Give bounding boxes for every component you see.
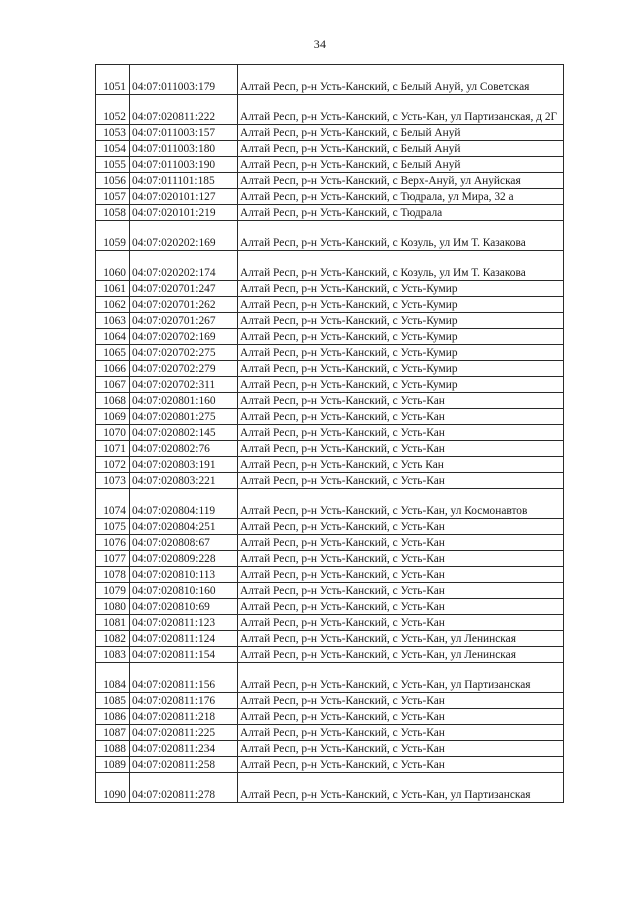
cadastral-number: 04:07:020811:258 xyxy=(130,757,238,773)
address: Алтай Респ, р-н Усть-Канский, с Усть-Кумир xyxy=(238,297,564,313)
row-number: 1079 xyxy=(96,583,130,599)
row-number: 1074 xyxy=(96,489,130,519)
row-number: 1081 xyxy=(96,615,130,631)
cadastral-number: 04:07:020801:275 xyxy=(130,409,238,425)
registry-body xyxy=(96,65,564,803)
cadastral-number: 04:07:020702:275 xyxy=(130,345,238,361)
cadastral-number: 04:07:020810:113 xyxy=(130,567,238,583)
row-number: 1084 xyxy=(96,663,130,693)
row-number: 1075 xyxy=(96,519,130,535)
address: Алтай Респ, р-н Усть-Канский, с Усть-Кумир xyxy=(238,361,564,377)
table-row xyxy=(96,551,564,567)
row-number: 1069 xyxy=(96,409,130,425)
table-row xyxy=(96,251,564,281)
address: Алтай Респ, р-н Усть-Канский, с Белый Ануй xyxy=(238,141,564,157)
address: Алтай Респ, р-н Усть-Канский, с Усть-Кан xyxy=(238,441,564,457)
cadastral-number: 04:07:020801:160 xyxy=(130,393,238,409)
cadastral-number: 04:07:020811:278 xyxy=(130,773,238,803)
address: Алтай Респ, р-н Усть-Канский, с Усть-Кан xyxy=(238,473,564,489)
cadastral-number: 04:07:020101:219 xyxy=(130,205,238,221)
cadastral-number: 04:07:011003:190 xyxy=(130,157,238,173)
row-number: 1052 xyxy=(96,95,130,125)
property-registry-table xyxy=(95,64,564,803)
table-row xyxy=(96,773,564,803)
table-row xyxy=(96,583,564,599)
row-number: 1053 xyxy=(96,125,130,141)
row-number: 1083 xyxy=(96,647,130,663)
address: Алтай Респ, р-н Усть-Канский, с Белый Ануй, ул Советская xyxy=(238,65,564,95)
table-row xyxy=(96,221,564,251)
row-number: 1056 xyxy=(96,173,130,189)
cadastral-number: 04:07:020202:174 xyxy=(130,251,238,281)
address: Алтай Респ, р-н Усть-Канский, с Усть-Кан xyxy=(238,551,564,567)
table-row xyxy=(96,141,564,157)
row-number: 1077 xyxy=(96,551,130,567)
address: Алтай Респ, р-н Усть-Канский, с Белый Ануй xyxy=(238,125,564,141)
address: Алтай Респ, р-н Усть-Канский, с Усть-Кан xyxy=(238,519,564,535)
address: Алтай Респ, р-н Усть-Канский, с Усть-Кан, ул Космонавтов xyxy=(238,489,564,519)
address: Алтай Респ, р-н Усть-Канский, с Усть-Кан xyxy=(238,757,564,773)
address: Алтай Респ, р-н Усть-Канский, с Усть-Кан xyxy=(238,741,564,757)
table-row xyxy=(96,489,564,519)
address: Алтай Респ, р-н Усть-Канский, с Усть-Кан, ул Ленинская xyxy=(238,631,564,647)
row-number: 1090 xyxy=(96,773,130,803)
cadastral-number: 04:07:020811:123 xyxy=(130,615,238,631)
table-row xyxy=(96,95,564,125)
table-row xyxy=(96,741,564,757)
table-row xyxy=(96,393,564,409)
cadastral-number: 04:07:020701:262 xyxy=(130,297,238,313)
cadastral-number: 04:07:020808:67 xyxy=(130,535,238,551)
row-number: 1057 xyxy=(96,189,130,205)
table-row xyxy=(96,377,564,393)
table-row xyxy=(96,409,564,425)
cadastral-number: 04:07:020701:247 xyxy=(130,281,238,297)
table-row xyxy=(96,615,564,631)
cadastral-number: 04:07:020803:191 xyxy=(130,457,238,473)
row-number: 1066 xyxy=(96,361,130,377)
table-row xyxy=(96,345,564,361)
table-row xyxy=(96,647,564,663)
cadastral-number: 04:07:020811:124 xyxy=(130,631,238,647)
cadastral-number: 04:07:020809:228 xyxy=(130,551,238,567)
row-number: 1051 xyxy=(96,65,130,95)
address: Алтай Респ, р-н Усть-Канский, с Усть-Кан, ул Партизанская, д 2Г xyxy=(238,95,564,125)
cadastral-number: 04:07:011003:157 xyxy=(130,125,238,141)
address: Алтай Респ, р-н Усть-Канский, с Усть-Кумир xyxy=(238,281,564,297)
page-number: 34 xyxy=(313,37,327,51)
table-row xyxy=(96,125,564,141)
row-number: 1063 xyxy=(96,313,130,329)
table-row xyxy=(96,663,564,693)
address: Алтай Респ, р-н Усть-Канский, с Усть-Кумир xyxy=(238,313,564,329)
table-row xyxy=(96,457,564,473)
table-row xyxy=(96,599,564,615)
address: Алтай Респ, р-н Усть-Канский, с Усть-Кан xyxy=(238,583,564,599)
row-number: 1061 xyxy=(96,281,130,297)
row-number: 1068 xyxy=(96,393,130,409)
cadastral-number: 04:07:020811:218 xyxy=(130,709,238,725)
address: Алтай Респ, р-н Усть-Канский, с Усть-Кумир xyxy=(238,377,564,393)
cadastral-number: 04:07:020804:119 xyxy=(130,489,238,519)
table-row xyxy=(96,441,564,457)
address: Алтай Респ, р-н Усть-Канский, с Усть-Кан xyxy=(238,725,564,741)
address: Алтай Респ, р-н Усть-Канский, с Тюдрала xyxy=(238,205,564,221)
row-number: 1073 xyxy=(96,473,130,489)
row-number: 1078 xyxy=(96,567,130,583)
cadastral-number: 04:07:020804:251 xyxy=(130,519,238,535)
table-row xyxy=(96,173,564,189)
table-row xyxy=(96,189,564,205)
cadastral-number: 04:07:020202:169 xyxy=(130,221,238,251)
table-row xyxy=(96,567,564,583)
row-number: 1062 xyxy=(96,297,130,313)
cadastral-number: 04:07:011003:179 xyxy=(130,65,238,95)
cadastral-number: 04:07:020702:279 xyxy=(130,361,238,377)
table-row xyxy=(96,313,564,329)
row-number: 1065 xyxy=(96,345,130,361)
table-row xyxy=(96,631,564,647)
row-number: 1087 xyxy=(96,725,130,741)
cadastral-number: 04:07:020811:234 xyxy=(130,741,238,757)
row-number: 1054 xyxy=(96,141,130,157)
address: Алтай Респ, р-н Усть-Канский, с Верх-Ануй, ул Ануйская xyxy=(238,173,564,189)
address: Алтай Респ, р-н Усть-Канский, с Усть-Кан xyxy=(238,615,564,631)
cadastral-number: 04:07:020101:127 xyxy=(130,189,238,205)
row-number: 1076 xyxy=(96,535,130,551)
address: Алтай Респ, р-н Усть-Канский, с Усть-Кан xyxy=(238,693,564,709)
address: Алтай Респ, р-н Усть-Канский, с Козуль, ул Им Т. Казакова xyxy=(238,251,564,281)
cadastral-number: 04:07:020702:311 xyxy=(130,377,238,393)
row-number: 1058 xyxy=(96,205,130,221)
address: Алтай Респ, р-н Усть-Канский, с Тюдрала, ул Мира, 32 а xyxy=(238,189,564,205)
table-row xyxy=(96,329,564,345)
cadastral-number: 04:07:020811:222 xyxy=(130,95,238,125)
table-row xyxy=(96,693,564,709)
cadastral-number: 04:07:011003:180 xyxy=(130,141,238,157)
cadastral-number: 04:07:020802:76 xyxy=(130,441,238,457)
address: Алтай Респ, р-н Усть-Канский, с Усть-Кан xyxy=(238,425,564,441)
table-row xyxy=(96,65,564,95)
cadastral-number: 04:07:020811:156 xyxy=(130,663,238,693)
row-number: 1086 xyxy=(96,709,130,725)
cadastral-number: 04:07:020803:221 xyxy=(130,473,238,489)
address: Алтай Респ, р-н Усть-Канский, с Усть-Кан xyxy=(238,409,564,425)
address: Алтай Респ, р-н Усть-Канский, с Усть Кан xyxy=(238,457,564,473)
row-number: 1070 xyxy=(96,425,130,441)
row-number: 1088 xyxy=(96,741,130,757)
row-number: 1060 xyxy=(96,251,130,281)
table-row xyxy=(96,725,564,741)
table-row xyxy=(96,473,564,489)
address: Алтай Респ, р-н Усть-Канский, с Белый Ануй xyxy=(238,157,564,173)
row-number: 1064 xyxy=(96,329,130,345)
address: Алтай Респ, р-н Усть-Канский, с Усть-Кумир xyxy=(238,329,564,345)
row-number: 1059 xyxy=(96,221,130,251)
row-number: 1082 xyxy=(96,631,130,647)
row-number: 1085 xyxy=(96,693,130,709)
cadastral-number: 04:07:020811:154 xyxy=(130,647,238,663)
address: Алтай Респ, р-н Усть-Канский, с Козуль, ул Им Т. Казакова xyxy=(238,221,564,251)
table-row xyxy=(96,205,564,221)
address: Алтай Респ, р-н Усть-Канский, с Усть-Кан xyxy=(238,599,564,615)
table-row xyxy=(96,425,564,441)
address: Алтай Респ, р-н Усть-Канский, с Усть-Кан, ул Партизанская xyxy=(238,663,564,693)
cadastral-number: 04:07:020810:160 xyxy=(130,583,238,599)
row-number: 1055 xyxy=(96,157,130,173)
cadastral-number: 04:07:020811:176 xyxy=(130,693,238,709)
address: Алтай Респ, р-н Усть-Канский, с Усть-Кумир xyxy=(238,345,564,361)
cadastral-number: 04:07:020701:267 xyxy=(130,313,238,329)
row-number: 1071 xyxy=(96,441,130,457)
table-row xyxy=(96,157,564,173)
table-row xyxy=(96,361,564,377)
cadastral-number: 04:07:020702:169 xyxy=(130,329,238,345)
address: Алтай Респ, р-н Усть-Канский, с Усть-Кан xyxy=(238,393,564,409)
row-number: 1072 xyxy=(96,457,130,473)
address: Алтай Респ, р-н Усть-Канский, с Усть-Кан, ул Партизанская xyxy=(238,773,564,803)
cadastral-number: 04:07:011101:185 xyxy=(130,173,238,189)
table-row xyxy=(96,297,564,313)
table-row xyxy=(96,519,564,535)
cadastral-number: 04:07:020811:225 xyxy=(130,725,238,741)
address: Алтай Респ, р-н Усть-Канский, с Усть-Кан xyxy=(238,709,564,725)
cadastral-number: 04:07:020810:69 xyxy=(130,599,238,615)
table-row xyxy=(96,281,564,297)
row-number: 1089 xyxy=(96,757,130,773)
table-row xyxy=(96,757,564,773)
table-row xyxy=(96,535,564,551)
address: Алтай Респ, р-н Усть-Канский, с Усть-Кан, ул Ленинская xyxy=(238,647,564,663)
table-row xyxy=(96,709,564,725)
row-number: 1080 xyxy=(96,599,130,615)
cadastral-number: 04:07:020802:145 xyxy=(130,425,238,441)
address: Алтай Респ, р-н Усть-Канский, с Усть-Кан xyxy=(238,535,564,551)
address: Алтай Респ, р-н Усть-Канский, с Усть-Кан xyxy=(238,567,564,583)
row-number: 1067 xyxy=(96,377,130,393)
